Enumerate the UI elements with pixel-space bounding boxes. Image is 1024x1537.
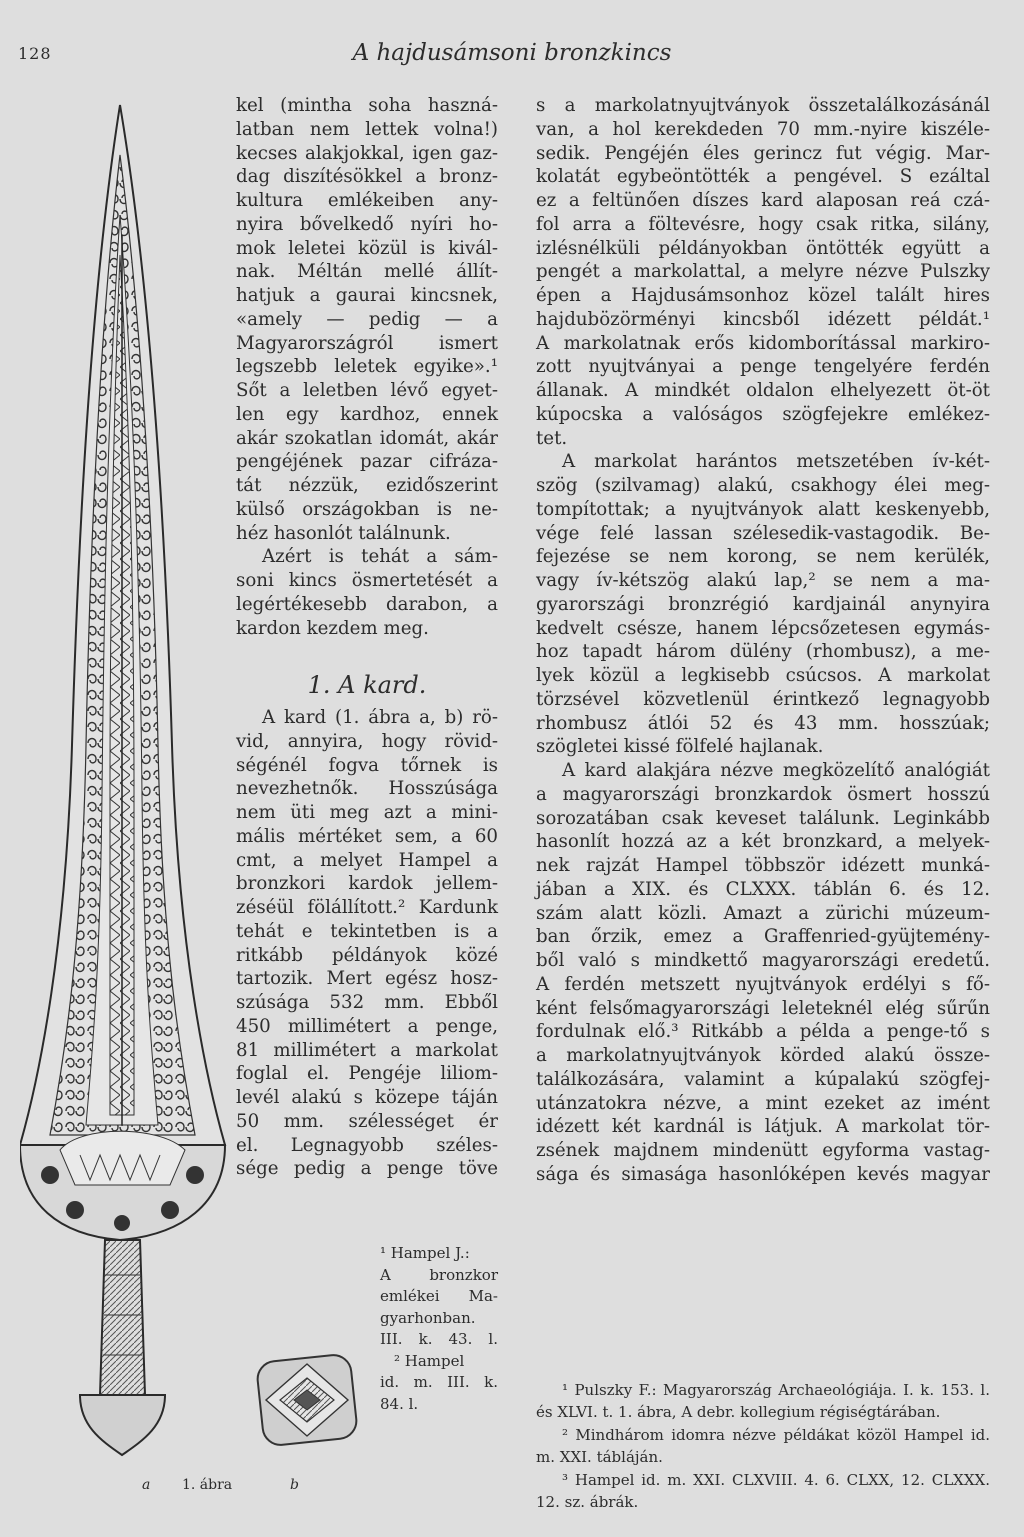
text-line: hasonlít hozzá az a két bronzkard, a melyek- <box>536 831 990 853</box>
section-heading: 1. A kard. <box>307 671 427 700</box>
text-line: mális mértéket sem, a 60 <box>236 825 498 847</box>
right-paragraph-1 <box>536 94 990 450</box>
text-line: a markolatnyujtványok körded alakú össze- <box>536 1045 990 1066</box>
right-paragraph-3 <box>536 759 990 1187</box>
stud <box>66 1201 84 1219</box>
text-line: 450 millimétert a penge, <box>236 1015 498 1037</box>
text-line: kardon kezdem meg. <box>236 617 429 639</box>
text-line: A markolat harántos metszetében ív-két- <box>562 451 990 473</box>
text-line: izlésnélküli példányokban öntötték együtt a <box>536 237 990 259</box>
text-line: vége felé lassan szélesedik-vastagodik. Be- <box>536 522 990 544</box>
text-line: nak. Méltán mellé állít- <box>236 261 498 283</box>
footnote-line: III. k. 43. l. <box>380 1330 498 1348</box>
text-line: ként felsőmagyarországi leleteknél elég sűrűn <box>536 997 990 1019</box>
text-line: tehát e tekintetben is a <box>236 920 498 942</box>
text-line: héz hasonlót találnunk. <box>236 522 451 544</box>
text-line: kecses alakjokkal, igen gaz- <box>236 142 498 164</box>
text-line: zott nyujtványai a penge tengelyére ferdén <box>536 356 990 378</box>
text-line: mok leletei közül is kivál- <box>236 237 498 259</box>
stud <box>114 1215 130 1231</box>
sword-grip <box>100 1240 145 1395</box>
text-line: s a markolatnyujtványok összetalálkozásánál <box>536 95 990 116</box>
text-line: vid, annyira, hogy rövid- <box>236 730 498 752</box>
footnote: ² Mindhárom idomra nézve példákat közöl Hampel id. m. XXI. tábláján. <box>536 1426 990 1466</box>
text-line: legszebb leletek egyike».¹ <box>236 356 498 378</box>
text-line: tát nézzük, ezidőszerint <box>236 475 498 496</box>
text-line: cmt, a melyet Hampel a <box>236 849 498 871</box>
text-line: kedvelt csésze, hanem lépcsőzetesen egymás- <box>536 617 990 639</box>
sword-illustration <box>20 95 240 1470</box>
text-line: len egy kardhoz, ennek <box>236 403 498 425</box>
text-line: nek rajzát Hampel többször idézett munká- <box>536 855 990 876</box>
text-line: tompítottak; a nyujtványok alatt keskenyebb, <box>536 498 990 520</box>
text-line: külső országokban is ne- <box>236 498 498 520</box>
footnote-line: emlékei Ma- <box>380 1287 498 1305</box>
text-line: ez a feltünően díszes kard alaposan reá czá- <box>536 190 990 211</box>
text-line: latban nem lettek volna!) <box>236 118 498 140</box>
figure-caption: 1. ábra <box>182 1477 233 1493</box>
text-line: kolatát egybeöntötték a pengével. S ezáltal <box>536 166 990 188</box>
text-line: A kard alakjára nézve megközelítő analógiát <box>562 760 990 781</box>
text-line: ritkább példányok közé <box>236 944 498 966</box>
text-line: pengét a markolattal, a melyre nézve Pulszky <box>536 261 990 283</box>
text-line: a magyarországi bronzkardok ösmert hosszú <box>536 783 990 805</box>
text-line: hoz tapadt három dülény (rhombusz), a me- <box>536 641 990 663</box>
text-line: nyira bővelkedő nyíri ho- <box>236 213 498 235</box>
text-line: soni kincs ösmertetését a <box>236 570 498 591</box>
footnote-line: 84. l. <box>380 1394 419 1413</box>
stud <box>41 1166 59 1184</box>
footnote-line: id. m. III. k. <box>380 1373 498 1391</box>
text-line: kúpocska a valóságos szögfejekre emlékez- <box>536 403 990 425</box>
text-line: vagy ív-kétszög alakú lap,² se nem a ma- <box>536 570 990 591</box>
text-line: idézett két kardnál is látjuk. A markolat tör- <box>536 1116 990 1138</box>
text-line: Azért is tehát a sám- <box>262 546 498 568</box>
running-head: A hajdusámsoni bronzkincs <box>352 40 672 66</box>
text-line: nem üti meg azt a mini- <box>236 802 498 823</box>
right-paragraph-2 <box>536 450 990 759</box>
text-line: gyarországi bronzrégió kardjainál anynyira <box>536 593 990 615</box>
text-line: sága és simasága hasonlóképen kevés magyar <box>536 1163 990 1185</box>
text-line: kultura emlékeiben any- <box>236 190 498 211</box>
text-line: van, a hol kerekdeden 70 mm.-nyire kiszéle- <box>536 118 990 140</box>
text-line: tartozik. Mert egész hosz- <box>236 968 498 990</box>
text-line: A ferdén metszett nyujtványok erdélyi s fő- <box>536 973 990 995</box>
middle-top-lines <box>236 94 498 545</box>
text-line: ban őrzik, emez a Graffenried-gyüjtemény- <box>536 926 990 948</box>
text-line: A kard (1. ábra a, b) rö- <box>262 707 498 728</box>
text-line: törzsével közvetlenül érintkező legnagyobb <box>536 688 990 710</box>
pommel-top-view <box>252 1350 362 1450</box>
text-line: ből való s mindkettő magyarországi eredetű. <box>536 950 990 971</box>
text-line: szám alatt közli. Amazt a zürichi múzeum- <box>536 902 990 924</box>
text-line: sedik. Pengéjén éles gerincz fut végig. Mar- <box>536 142 990 164</box>
text-line: 50 mm. szélességet ér <box>236 1110 498 1132</box>
page-number: 128 <box>18 44 52 63</box>
text-line: fordulnak elő.³ Ritkább a példa a penge-tő s <box>536 1021 990 1043</box>
footnote: ³ Hampel id. m. XXI. CLXVIII. 4. 6. CLXX, 12. CLXXX. 12. sz. ábrák. <box>536 1471 990 1511</box>
text-line: hajdubözörményi kincsből idézett példát.¹ <box>536 308 990 330</box>
text-line: levél alakú s közepe táján <box>236 1087 498 1108</box>
text-line: pengéjének pazar cifráza- <box>236 451 498 473</box>
column-right <box>536 94 990 1187</box>
text-line: legértékesebb darabon, a <box>236 593 498 615</box>
sword-pommel <box>80 1395 165 1455</box>
text-line: találkozására, valamint a kúpalakú szögfej- <box>536 1068 990 1090</box>
footnotes-right <box>536 1380 990 1515</box>
text-line: épen a Hajdusámsonhoz közel talált hires <box>536 285 990 306</box>
text-line: nevezhetnők. Hosszúsága <box>236 778 498 800</box>
text-line: sorozatában csak keveset találunk. Leginkább <box>536 807 990 829</box>
text-line: állanak. A mindkét oldalon elhelyezett öt-öt <box>536 380 990 401</box>
text-line: zsének majdnem mindenütt egyforma vastag- <box>536 1140 990 1161</box>
stud <box>186 1166 204 1184</box>
text-line: zéséül fölállított.² Kardunk <box>236 897 498 918</box>
text-line: sége pedig a penge töve <box>236 1158 498 1180</box>
footnote: ¹ Pulszky F.: Magyarország Archaeológiája. I. k. 153. l. és XLVI. t. 1. ábra, A debr. kollegium régiségtárában. <box>536 1381 990 1421</box>
text-line: fejezése se nem korong, se nem kerülék, <box>536 546 990 568</box>
text-line: «amely — pedig — a <box>236 308 498 330</box>
footnote-line: gyarhonban. <box>380 1308 476 1327</box>
text-line: dag diszítésökkel a bronz- <box>236 166 498 188</box>
text-line: szögletei kissé fölfelé hajlanak. <box>536 736 824 758</box>
text-line: foglal el. Pengéje liliom- <box>236 1063 498 1085</box>
text-line: kel (mintha soha haszná- <box>236 95 498 116</box>
middle-para2 <box>236 545 498 640</box>
text-line: bronzkori kardok jellem- <box>236 873 498 895</box>
figure-label-b: b <box>290 1477 299 1493</box>
footnote-line: A bronzkor <box>380 1265 498 1284</box>
stud <box>161 1201 179 1219</box>
text-line: jában a XIX. és CLXXX. táblán 6. és 12. <box>536 878 990 900</box>
text-line: fol arra a föltevésre, hogy csak ritka, silány, <box>536 213 990 235</box>
text-line: 81 millimétert a markolat <box>236 1039 498 1061</box>
text-line: lyek közül a legkisebb csúcsos. A markolat <box>536 665 990 686</box>
footnote-line: ¹ Hampel J.: <box>380 1244 470 1262</box>
text-line: Sőt a leletben lévő egyet- <box>236 380 498 401</box>
footnotes-middle <box>380 1243 498 1415</box>
column-middle <box>236 94 498 1181</box>
text-line: el. Legnagyobb széles- <box>236 1134 498 1156</box>
footnote-line: ² Hampel <box>394 1351 465 1370</box>
middle-bottom-lines <box>236 706 498 1181</box>
text-line: akár szokatlan idomát, akár <box>236 427 498 449</box>
text-line: hatjuk a gaurai kincsnek, <box>236 285 498 306</box>
text-line: szúsága 532 mm. Ebből <box>236 992 498 1013</box>
text-line: utánzatokra nézve, a mint ezeket az imént <box>536 1092 990 1114</box>
figure-label-a: a <box>142 1477 151 1493</box>
text-line: Magyarországról ismert <box>236 332 498 354</box>
text-line: szög (szilvamag) alakú, csakhogy élei meg- <box>536 475 990 496</box>
text-line: tet. <box>536 427 568 449</box>
text-line: rhombusz átlói 52 és 43 mm. hosszúak; <box>536 712 990 734</box>
text-line: A markolatnak erős kidomborítással markiro- <box>536 332 990 354</box>
text-line: ségénél fogva tőrnek is <box>236 754 498 776</box>
